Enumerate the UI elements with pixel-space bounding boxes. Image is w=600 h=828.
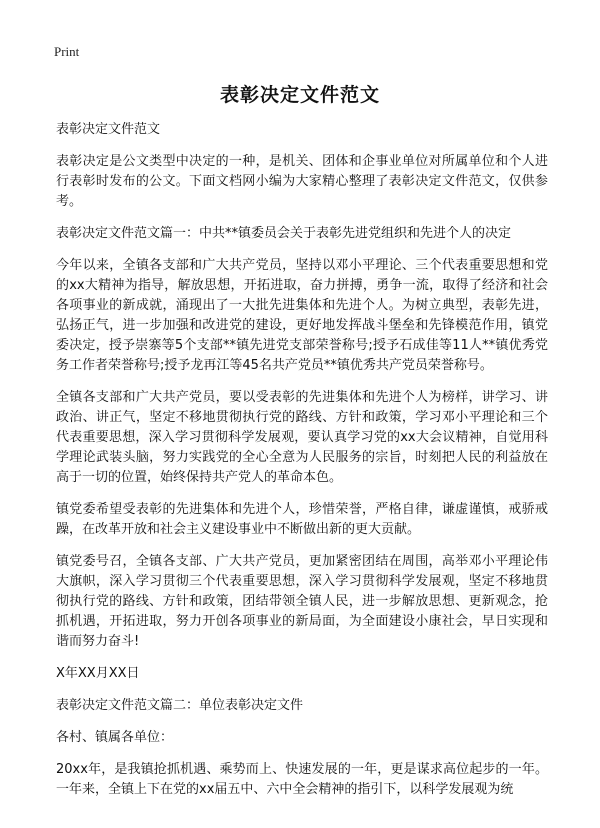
paragraph-body: 镇党委号召，全镇各支部、广大共产党员，更加紧密团结在周围，高举邓小平理论伟大旗帜，深入学习贯彻三个代表重要思想，深入学习贯彻科学发展观，坚定不移地贯彻执行党的路线、方针和政策，团结带领全镇人民，进一步解放思想、更新观念，抢抓机遇，开拓进取，努力开创各项事业的新局面，为全面建设小康社会，早日实现和谐而努力奋斗! (56, 554, 548, 649)
paragraph-body: 全镇各支部和广大共产党员，要以受表彰的先进集体和先进个人为榜样，讲学习、讲政治、讲正气，坚定不移地贯彻执行党的路线、方针和政策，学习邓小平理论和三个代表重要思想，深入学习贯彻科学发展观，要认真学习党的xx大会议精神，自觉用科学理论武装头脑，努力实践党的全心全意为人民服务的宗旨，时刻把人民的利益放在高于一切的位置，始终保持共产党人的革命本色。 (56, 390, 548, 485)
paragraph-subtitle: 表彰决定文件范文 (56, 122, 161, 137)
paragraph-section-one-heading: 表彰决定文件范文篇一：中共**镇委员会关于表彰先进党组织和先进个人的决定 (56, 226, 512, 241)
paragraph-body: 今年以来，全镇各支部和广大共产党员，坚持以邓小平理论、三个代表重要思想和党的xx大精神为指导，解放思想，开拓进取，奋力拼搏，勇争一流，取得了经济和社会各项事业的新成就，涌现出了一大批先进集体和先进个人。为树立典型，表彰先进，弘扬正气，进一步加强和改进党的建设，更好地发挥战斗堡垒和先锋模范作用，镇党委决定，授予崇寨等5个支部**镇先进党支部荣誉称号;授予石成佳等11人**镇优秀党务工作者荣誉称号;授予龙再江等45名共产党员**镇优秀共产党员荣誉称号。 (56, 258, 548, 373)
paragraph-date: X年XX月XX日 (56, 666, 140, 681)
paragraph-salutation: 各村、镇属各单位： (56, 730, 174, 745)
document-body (56, 120, 548, 812)
document-title: 表彰决定文件范文 (219, 84, 380, 106)
paragraph-body: 20xx年，是我镇抢抓机遇、乘势而上、快速发展的一年，更是谋求高位起步的一年。一年来，全镇上下在党的xx届五中、六中全会精神的指引下，以科学发展观为统 (56, 762, 548, 797)
paragraph-intro: 表彰决定是公文类型中决定的一种，是机关、团体和企事业单位对所属单位和个人进行表彰时发布的公文。下面文档网小编为大家精心整理了表彰决定文件范文，仅供参考。 (56, 154, 548, 209)
paragraph-section-two-heading: 表彰决定文件范文篇二：单位表彰决定文件 (56, 698, 304, 713)
print-link[interactable]: Print (54, 44, 80, 59)
paragraph-body: 镇党委希望受表彰的先进集体和先进个人，珍惜荣誉，严格自律，谦虚谨慎，戒骄戒躁，在改革开放和社会主义建设事业中不断做出新的更大贡献。 (56, 502, 548, 537)
